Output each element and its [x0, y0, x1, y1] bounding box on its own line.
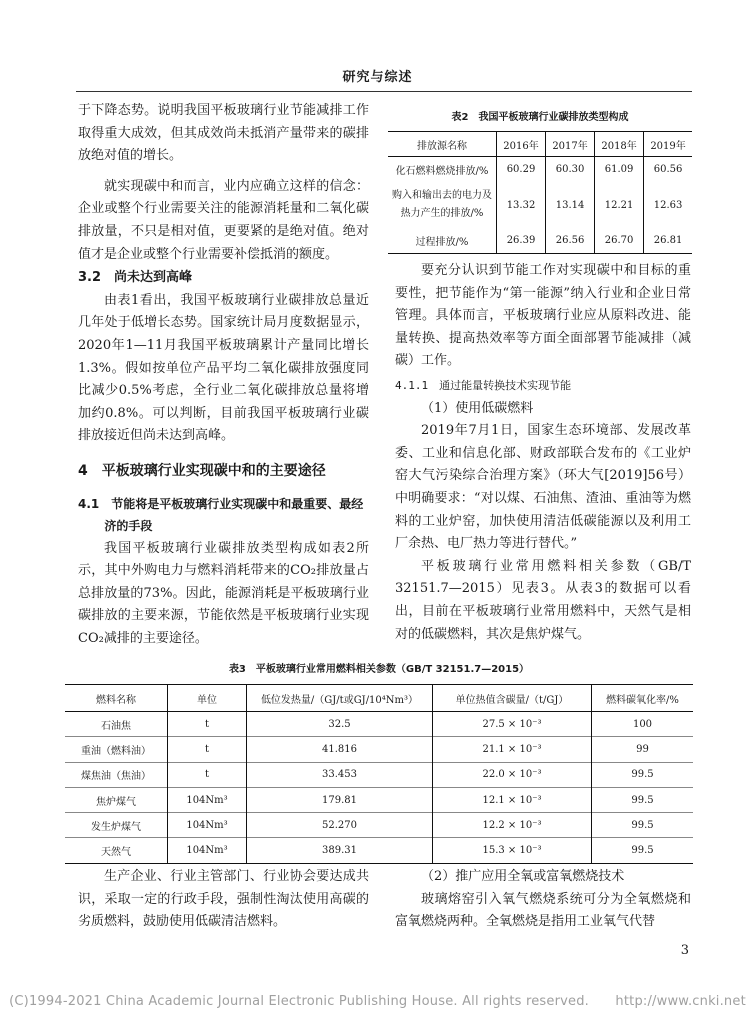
table-cell: 26.56 [546, 228, 595, 254]
table-cell: 12.2 × 10⁻³ [433, 813, 592, 838]
column-header: 2019年 [644, 132, 692, 157]
table-cell: 15.3 × 10⁻³ [433, 838, 592, 863]
running-header: 研究与综述 [342, 70, 413, 85]
section-heading-4-1-1: 4.1.1 通过能量转换技术实现节能 [395, 378, 572, 392]
table-row [65, 762, 693, 787]
table-row [65, 813, 693, 838]
table-cell: 煤焦油（焦油） [65, 762, 168, 787]
table-cell: 99.5 [592, 813, 694, 838]
section-heading-4-1: 4.1 节能将是平板玻璃行业实现碳中和最重要、最经济的手段 [78, 496, 364, 534]
table-cell: 购入和输出去的电力及热力产生的排放/% [388, 182, 497, 228]
table-cell: 化石燃料燃烧排放/% [388, 157, 497, 183]
section-heading-3-2: 3.2 尚未达到高峰 [78, 270, 193, 286]
table-cell: 过程排放/% [388, 228, 497, 254]
table-cell: 13.32 [497, 182, 546, 228]
paragraph: 要充分认识到节能工作对实现碳中和目标的重要性，把节能作为“第一能源”纳入行业和企业日常管理。具体而言，平板玻璃行业应从原料改进、能量转换、提高热效率等方面全面部署节能减排（减碳）工作。 [395, 263, 691, 369]
table-header-row [65, 685, 693, 712]
table-cell: 发生炉煤气 [65, 813, 168, 838]
table-cell: 天然气 [65, 838, 168, 863]
bottom-right-column [395, 866, 691, 934]
paragraph: 我国平板玻璃行业碳排放类型构成如表2所示，其中外购电力与燃料消耗带来的CO₂排放量占总排放量的73%。因此，能源消耗是平板玻璃行业碳排放的主要来源，节能依然是平板玻璃行业实现CO₂减排的主要途径。 [78, 540, 369, 647]
paragraph: 于下降态势。说明我国平板玻璃行业节能减排工作取得重大成效，但其成效尚未抵消产量带来的碳排放绝对值的增长。 [78, 103, 369, 164]
table-cell: 61.09 [595, 157, 644, 183]
table-row [65, 838, 693, 863]
table-row [65, 737, 693, 762]
table-row [388, 228, 692, 254]
table-header-row [388, 132, 692, 157]
table-cell: 27.5 × 10⁻³ [433, 712, 592, 737]
table-cell: 重油（燃料油） [65, 737, 168, 762]
table-cell: t [168, 762, 247, 787]
bottom-left-column [78, 866, 369, 934]
table-cell: 32.5 [247, 712, 433, 737]
table-cell: 104Nm³ [168, 813, 247, 838]
page-number: 3 [680, 943, 689, 958]
column-header: 低位发热量/（GJ/t或GJ/10⁴Nm³） [247, 685, 433, 712]
list-item: （2）推广应用全氧或富氧燃烧技术 [421, 869, 625, 884]
column-header: 燃料名称 [65, 685, 168, 712]
column-header: 2017年 [546, 132, 595, 157]
table-cell: 33.453 [247, 762, 433, 787]
table-cell: 389.31 [247, 838, 433, 863]
table-cell: 12.21 [595, 182, 644, 228]
table-row [388, 157, 692, 183]
table-cell: 12.1 × 10⁻³ [433, 787, 592, 812]
column-header: 2018年 [595, 132, 644, 157]
table-cell: 60.29 [497, 157, 546, 183]
table-cell: 石油焦 [65, 712, 168, 737]
table-cell: 52.270 [247, 813, 433, 838]
table-cell: 100 [592, 712, 694, 737]
table-row [65, 712, 693, 737]
table-cell: 26.70 [595, 228, 644, 254]
table2-caption: 表2 我国平板玻璃行业碳排放类型构成 [451, 112, 629, 123]
table-cell: 22.0 × 10⁻³ [433, 762, 592, 787]
column-header: 2016年 [497, 132, 546, 157]
table-row [65, 787, 693, 812]
table3-caption: 表3 平板玻璃行业常用燃料相关参数（GB/T 32151.7—2015） [228, 664, 530, 675]
left-column [78, 100, 369, 651]
table-cell: 99.5 [592, 762, 694, 787]
table-cell: 26.81 [644, 228, 692, 254]
table-cell: 41.816 [247, 737, 433, 762]
column-header: 排放源名称 [388, 132, 497, 157]
table-cell: 12.63 [644, 182, 692, 228]
paragraph: 生产企业、行业主管部门、行业协会要达成共识，采取一定的行政手段，强制性淘汰使用高碳的劣质燃料，鼓励使用低碳清洁燃料。 [78, 869, 369, 930]
table-cell: t [168, 737, 247, 762]
paragraph: 就实现碳中和而言，业内应确立这样的信念：企业或整个行业需要关注的能源消耗量和二氧化碳排放量，不只是相对值，更要紧的是绝对值。绝对值才是企业或整个行业需要补偿抵消的额度。 [78, 178, 369, 262]
section-heading-4: 4 平板玻璃行业实现碳中和的主要途径 [78, 462, 326, 479]
column-header: 单位 [168, 685, 247, 712]
table-cell: 104Nm³ [168, 787, 247, 812]
table-cell: 焦炉煤气 [65, 787, 168, 812]
table-cell: 104Nm³ [168, 838, 247, 863]
paragraph: 平板玻璃行业常用燃料相关参数（GB/T 32151.7—2015）见表3。从表3的数据可以看出，目前在平板玻璃行业常用燃料中，天然气是相对的低碳燃料，其次是焦炉煤气。 [395, 558, 691, 642]
table-cell: 99.5 [592, 787, 694, 812]
column-header: 单位热值含碳量/（t/GJ） [433, 685, 592, 712]
right-column [395, 260, 691, 646]
header-rule [76, 91, 692, 92]
paragraph: 2019年7月1日，国家生态环境部、发展改革委、工业和信息化部、财政部联合发布的《工业炉窑大气污染综合治理方案》（环大气[2019]56号）中明确要求：“对以煤、石油焦、渣油、重油等为燃料的工业炉窑，加快使用清洁低碳能源以及利用工厂余热、电厂热力等进行替代。” [395, 423, 691, 552]
table-cell: 60.30 [546, 157, 595, 183]
table-cell: 99 [592, 737, 694, 762]
table-cell: 21.1 × 10⁻³ [433, 737, 592, 762]
paragraph: 玻璃熔窑引入氧气燃烧系统可分为全氧燃烧和富氧燃烧两种。全氧燃烧是指用工业氧气代替 [395, 891, 691, 930]
table-cell: 99.5 [592, 838, 694, 863]
table3 [65, 684, 693, 864]
table-cell: 179.81 [247, 787, 433, 812]
table-cell: 26.39 [497, 228, 546, 254]
table-cell: 13.14 [546, 182, 595, 228]
copyright-footer: (C)1994-2021 China Academic Journal Electronic Publishing House. All rights reserved. http://www.cnki.net [9, 994, 746, 1009]
paragraph: 由表1看出，我国平板玻璃行业碳排放总量近几年处于低增长态势。国家统计局月度数据显示，2020年1—11月我国平板玻璃累计产量同比增长1.3%。假如按单位产品平均二氧化碳排放强度同比减少0.5%考虑，全行业二氧化碳排放总量将增加约0.8%。可以判断，目前我国平板玻璃行业碳排放接近但尚未达到高峰。 [78, 292, 369, 444]
list-item: （1）使用低碳燃料 [421, 400, 534, 416]
column-header: 燃料碳氧化率/% [592, 685, 694, 712]
table-row [388, 182, 692, 228]
table-cell: 60.56 [644, 157, 692, 183]
table2 [388, 131, 692, 254]
table-cell: t [168, 712, 247, 737]
